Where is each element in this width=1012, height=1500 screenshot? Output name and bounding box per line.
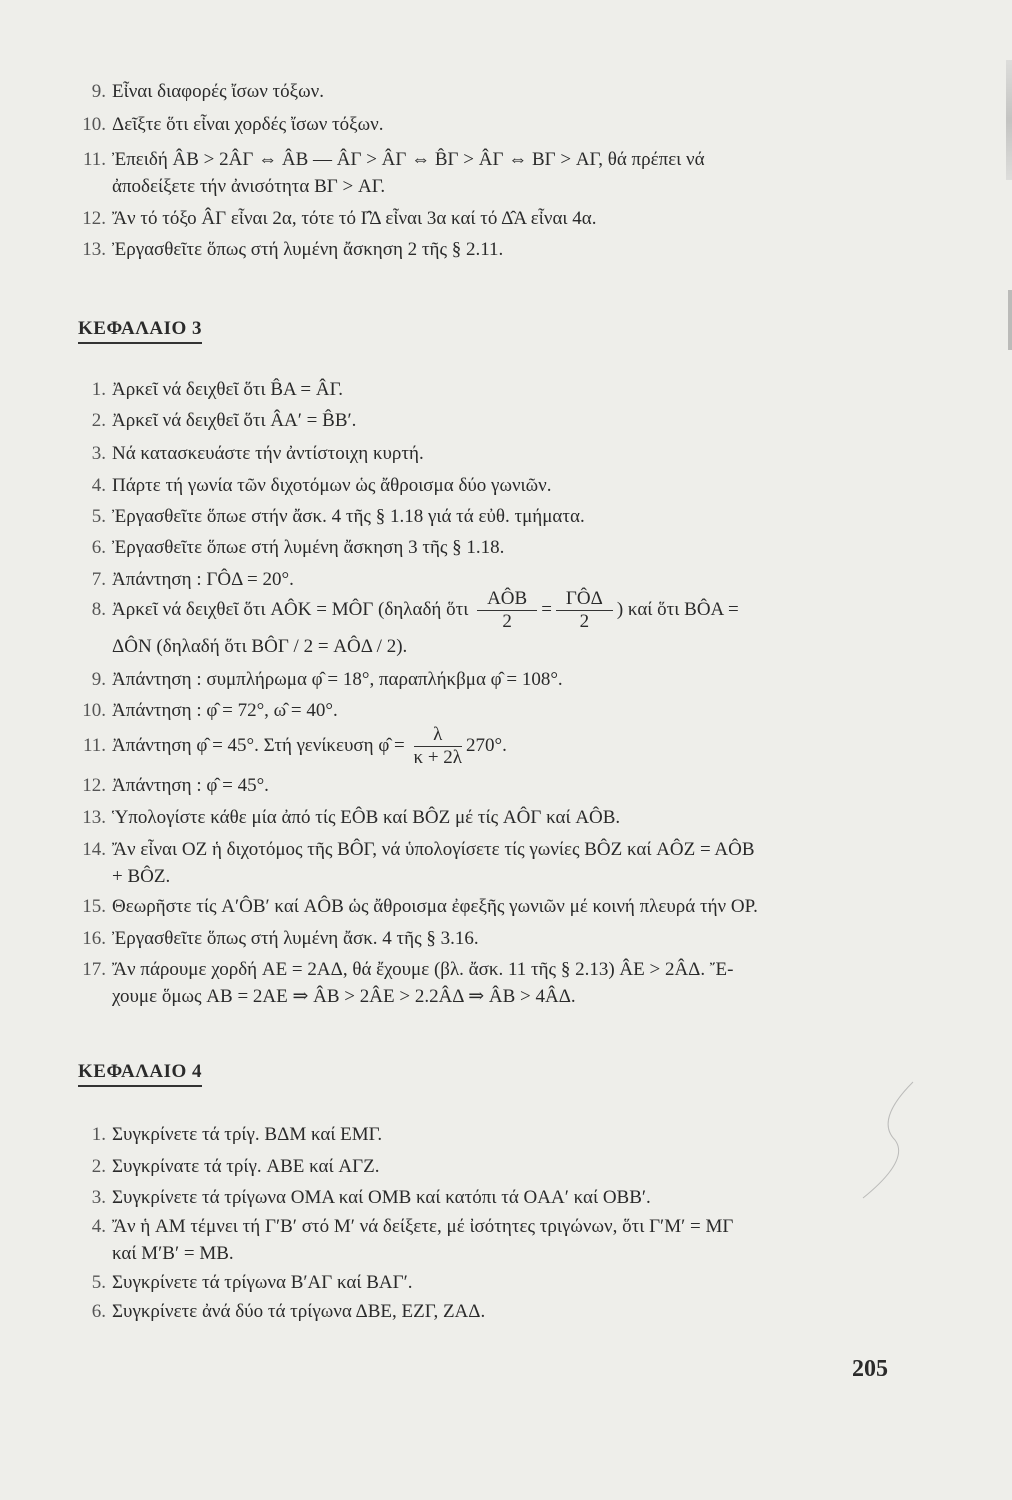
list-item: 12. Ἄν τό τόξο ÂΓ εἶναι 2α, τότε τό Γ̂Δ εἶναι 3α καί τό Δ̂A εἶναι 4α. [82, 208, 597, 229]
list-item: 4. Πάρτε τή γωνία τῶν διχοτόμων ὡς ἄθροισμα δύο γωνιῶν. [91, 475, 552, 496]
fraction: $\frac{\text{ΓÔΔ}}{2}$ [556, 588, 613, 633]
list-item: 13. Ὑπολογίστε κάθε μία ἀπό τίς EÔB καί BÔZ μέ τίς AÔΓ καί AÔB. [82, 807, 621, 828]
list-item: 1. Ἀρκεῖ νά δειχθεῖ ὅτι B̂A = ÂΓ. [91, 379, 344, 400]
scan-artifact-curve [855, 1080, 915, 1200]
list-item: 10. Δεῖξτε ὅτι εἶναι χορδές ἴσων τόξων. [82, 114, 384, 135]
list-item: 12. Ἀπάντηση : φ̂ = 45°. [82, 775, 269, 796]
list-item: 6. Ἐργασθεῖτε ὅπωε στή λυμένη ἄσκηση 3 τῆς § 1.18. [91, 537, 505, 558]
list-item: 1. Συγκρίνετε τά τρίγ. BΔM καί EMΓ. [91, 1124, 383, 1145]
list-item: 3. Συγκρίνετε τά τρίγωνα OMA καί OMB καί κατόπι τά OAA′ καί OBB′. [91, 1187, 651, 1208]
list-item: 2. Συγκρίνατε τά τρίγ. ABE καί AΓZ. [91, 1156, 380, 1177]
list-item: 4. Ἄν ἡ AM τέμνει τή Γ′B′ στό M′ νά δείξετε, μέ ἰσότητες τριγώνων, ὅτι Γ′M′ = MΓ καί M′B′ = MB. [91, 1216, 734, 1264]
scan-artifact [1006, 60, 1012, 180]
list-item: 2. Ἀρκεῖ νά δειχθεῖ ὅτι ÂA′ = B̂B′. [91, 410, 357, 431]
chapter-4-heading: ΚΕΦΑΛΑΙΟ 4 [78, 1061, 202, 1087]
list-item: 9. Εἶναι διαφορές ἴσων τόξων. [91, 81, 324, 102]
fraction: $\frac{\lambda}{\kappa + 2\lambda}$ [413, 724, 463, 768]
list-item: 16. Ἐργασθεῖτε ὅπως στή λυμένη ἄσκ. 4 τῆς § 3.16. [82, 928, 479, 949]
list-item: 6. Συγκρίνετε ἀνά δύο τά τρίγωνα ΔBE, EZΓ, ZAΔ. [91, 1301, 486, 1322]
list-item: 17. Ἄν πάρουμε χορδή AE = 2AΔ, θά ἔχουμε (βλ. ἄσκ. 11 τῆς § 2.13) ÂE > 2ÂΔ. Ἔ- χουμε ὅμως AB = 2AE ⇒ ÂB > 2ÂE > 2.2ÂΔ ⇒ ÂB > 4ÂΔ. [82, 959, 734, 1007]
page-number: 205 [852, 1356, 888, 1382]
list-item: 11. Ἀπάντηση φ̂ = 45°. Στή γενίκευση φ̂ = $\frac{\lambda}{\kappa + 2\lambda}$ 270°. [82, 724, 507, 768]
list-item: 10. Ἀπάντηση : φ̂ = 72°, ω̂ = 40°. [82, 700, 338, 721]
list-item: 14. Ἄν εἶναι OZ ἡ διχοτόμος τῆς BÔΓ, νά ὑπολογίσετε τίς γωνίες BÔZ καί AÔZ = AÔB + BÔZ. [82, 839, 755, 887]
fraction: $\frac{\text{AÔB}}{2}$ [477, 588, 537, 633]
list-item: 9. Ἀπάντηση : συμπλήρωμα φ̂ = 18°, παραπλήκβμα φ̂ = 108°. [91, 669, 563, 690]
list-item: 5. Συγκρίνετε τά τρίγωνα B′AΓ καί BAΓ′. [91, 1272, 413, 1293]
list-item: 7. Ἀπάντηση : ΓÔΔ = 20°. [91, 569, 294, 590]
scan-artifact [1008, 290, 1012, 350]
list-item: 8. Ἀρκεῖ νά δειχθεῖ ὅτι AÔK = MÔΓ (δηλαδή ὅτι $\frac{\text{AÔB}}{2}$ = $\frac{\text{ΓÔΔ}}{2}$ ) καί ὅτι BÔA = ΔÔN (δηλαδή ὅτι BÔΓ / 2 = AÔΔ / 2). [91, 588, 739, 657]
list-item: 3. Νά κατασκευάστε τήν ἀντίστοιχη κυρτή. [91, 443, 424, 464]
list-item: 15. Θεωρῆστε τίς A′ÔB′ καί AÔB ὡς ἄθροισμα ἐφεξῆς γωνιῶν μέ κοινή πλευρά τήν OP. [82, 896, 758, 917]
chapter-3-heading: ΚΕΦΑΛΑΙΟ 3 [78, 318, 202, 344]
list-item: 13. Ἐργασθεῖτε ὅπως στή λυμένη ἄσκηση 2 τῆς § 2.11. [82, 239, 504, 260]
list-item: 5. Ἐργασθεῖτε ὅπωε στήν ἄσκ. 4 τῆς § 1.18 γιά τά εὐθ. τμήματα. [91, 506, 585, 527]
list-item: 11. Ἐπειδή ÂB > 2ÂΓ ⇔ ÂB — ÂΓ > ÂΓ ⇔ B̂Γ > ÂΓ ⇔ BΓ > AΓ, θά πρέπει νά ἀποδείξετε τήν ἀνισότητα BΓ > AΓ. [82, 149, 705, 197]
